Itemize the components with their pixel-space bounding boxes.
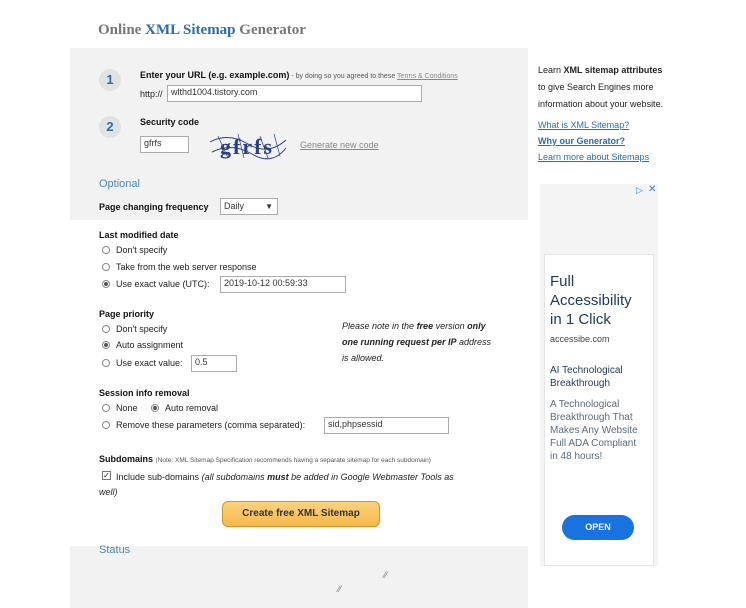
status-textarea[interactable] xyxy=(230,558,396,598)
learn-more-sitemaps-link[interactable]: Learn more about Sitemaps xyxy=(538,152,650,162)
security-code-input[interactable]: gfrfs xyxy=(140,136,189,153)
close-icon[interactable]: ✕ xyxy=(648,184,657,195)
terms-link[interactable]: Terms & Conditions xyxy=(397,73,458,80)
session-radio-remove[interactable] xyxy=(102,421,110,429)
priority-radio-exact[interactable] xyxy=(102,359,110,367)
subdomains-heading: Subdomains (Note: XML Sitemap Specification recommends having a separate sitemap for each subdomain) xyxy=(99,454,431,464)
sidebar-info: Learn XML sitemap attributes to give Search Engines more information about your website. xyxy=(538,65,664,109)
ad-open-button[interactable]: OPEN xyxy=(562,515,634,540)
step-1-badge: 1 xyxy=(99,69,121,91)
url-label: Enter your URL (e.g. example.com) xyxy=(140,70,290,80)
ad-domain: accessibe.com xyxy=(550,334,610,344)
ad-subhead: AI Technological Breakthrough xyxy=(550,365,623,389)
frequency-select[interactable]: Daily ▼ xyxy=(220,198,278,215)
generate-new-code-link[interactable]: Generate new code xyxy=(300,140,379,150)
priority-title: Page priority xyxy=(99,309,155,319)
lastmod-exact-input[interactable]: 2019-10-12 00:59:33 xyxy=(220,276,346,293)
url-input[interactable]: wlthd1004.tistory.com xyxy=(167,85,422,102)
security-code-label: Security code xyxy=(140,117,200,127)
resize-handle-icon: ⁄⁄ xyxy=(384,570,388,580)
ad-headline: Full Accessibility in 1 Click xyxy=(550,273,632,328)
step-1-heading: Enter your URL (e.g. example.com) - by doing so you agreed to these Terms & Conditions xyxy=(140,70,458,80)
chevron-down-icon: ▼ xyxy=(265,202,273,211)
subdomains-checkbox[interactable]: ✓ xyxy=(103,471,110,480)
session-params-input[interactable]: sid,phpsessid xyxy=(324,417,449,434)
step-2-badge: 2 xyxy=(99,116,121,138)
session-title: Session info removal xyxy=(99,388,190,398)
priority-radio-none[interactable] xyxy=(102,325,110,333)
subdomains-label: Include sub-domains (all subdomains must be added in Google Webmaster Tools as well) xyxy=(99,472,454,497)
ad-body: A Technological Breakthrough That Makes Any Website Full ADA Compliant in 48 hours! xyxy=(550,399,638,462)
page-title: Online XML Sitemap Generator xyxy=(98,22,306,38)
captcha-image xyxy=(208,130,288,160)
create-sitemap-button[interactable]: Create free XML Sitemap xyxy=(222,501,380,527)
priority-radio-auto[interactable] xyxy=(102,341,110,349)
resize-handle-icon: ⁄⁄ xyxy=(338,584,342,594)
status-heading: Status xyxy=(99,544,131,556)
lastmod-radio-exact[interactable] xyxy=(102,280,110,288)
url-prefix: http:// xyxy=(140,89,163,99)
free-version-note: Please note in the free version only one running request per IP address is allowed. xyxy=(342,321,492,363)
adchoices-icon[interactable]: ▷ xyxy=(636,185,643,195)
optional-heading: Optional xyxy=(99,178,140,190)
last-modified-title: Last modified date xyxy=(99,230,179,240)
what-is-xml-sitemap-link[interactable]: What is XML Sitemap? xyxy=(538,120,630,130)
session-radio-auto[interactable] xyxy=(151,404,159,412)
lastmod-radio-server[interactable] xyxy=(102,263,110,271)
why-our-generator-link[interactable]: Why our Generator? xyxy=(538,136,626,146)
frequency-label: Page changing frequency xyxy=(99,202,209,212)
session-radio-none[interactable] xyxy=(102,404,110,412)
lastmod-radio-none[interactable] xyxy=(102,246,110,254)
priority-exact-input[interactable]: 0.5 xyxy=(191,355,237,372)
svg-text:gfrfs: gfrfs xyxy=(220,134,274,159)
